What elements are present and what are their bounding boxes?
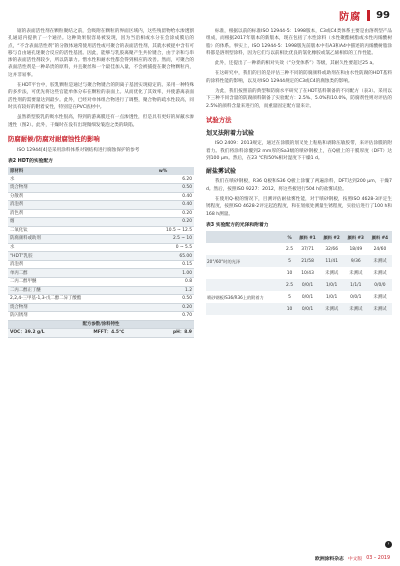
table-row (206, 255, 392, 267)
amount-cell: 0.20 (132, 218, 194, 227)
table-row (8, 303, 194, 312)
value-cell: 10/43 (301, 270, 314, 276)
body-paragraph: 为此，我们按照前的典型和防腐水平研究了在HDT基料制备的不同配方（表3）。采用以下三种不同含量的防腐颜料制备了实验配方：2.5%、5.0%和10.0%，防腐剂性则对评估的2.5%的颜料含量来进行的，而重量固定配方量来计。 (206, 89, 392, 109)
table-row (206, 267, 392, 279)
group-cell (206, 279, 284, 291)
table-row (8, 209, 194, 218)
group-cell (206, 303, 284, 315)
amount-cell: 0 ~ 5.5 (132, 243, 194, 252)
table-row (8, 269, 194, 278)
value-cell: 未测试 (368, 303, 392, 315)
gloss-adhesion-table (206, 231, 392, 315)
table-row (8, 295, 194, 304)
value-cell: 9/36 (344, 255, 368, 267)
value-cell: 37/71 (301, 246, 314, 252)
section-heading: 试验方法 (206, 115, 232, 124)
column-header: 原材料 (8, 167, 132, 175)
material-cell: 烧合物剂 (8, 184, 132, 193)
value-cell: 5 (288, 294, 291, 300)
amount-cell: 10.5 ~ 12.5 (132, 226, 194, 235)
body-paragraph: ISO 2409：2013规定，通过在涂膜的划叉处上粘贴和剥除压敏胶带，来评估涂膜的附着力。我们将涂料涂覆到2 mm厚的Sa3级的喷砂钢板上，在Q板上的干膜厚度（DFT）达到100 μm。然后，在23 ℃和50%相对湿度下干燥1 d。 (206, 141, 392, 161)
value-cell: 2.5 (284, 279, 296, 291)
voc-value: VOC：39.2 g/L (10, 330, 45, 336)
right-column (206, 28, 392, 315)
table-header-row (8, 167, 194, 175)
table-row (206, 243, 392, 255)
journal-edition: 中文版 (347, 557, 363, 562)
material-cell: 烧合物剂 (8, 303, 132, 312)
table-footer-cell (8, 329, 194, 338)
ph-value: pH：8.9 (173, 330, 192, 336)
value-cell: 32/66 (325, 246, 338, 252)
value-cell: 0/0/1 (350, 294, 362, 300)
group-cell (206, 267, 284, 279)
value-cell: 未测试 (344, 303, 368, 315)
value-cell: 0/0/1 (295, 279, 319, 291)
value-cell: 18/49 (349, 246, 363, 252)
table-row (206, 291, 392, 303)
material-cell: 消色剂 (8, 209, 132, 218)
table-caption: 表2 HDT的实验配方 (8, 159, 54, 165)
table-row (8, 184, 194, 193)
left-column (8, 28, 194, 338)
amount-cell: 0.50 (132, 184, 194, 193)
value-cell: 1/0/1 (320, 279, 344, 291)
table-header-row (206, 231, 392, 243)
material-cell: 消泡剂 (8, 201, 132, 210)
table-row (8, 201, 194, 210)
value-cell: 11/41 (320, 255, 344, 267)
material-cell: 二丙二醇甲醚 (8, 278, 132, 287)
material-cell: 二氧化钛 (8, 226, 132, 235)
material-cell: 2,2,4-三甲基-1,3-戊二醇二异丁酸酯 (8, 295, 132, 304)
value-cell: 0/0/1 (301, 294, 314, 300)
value-cell: 未测试 (373, 270, 387, 276)
subsection-heading: 划叉法附着力试验 (206, 129, 255, 137)
value-cell: 0/0/1 (295, 303, 319, 315)
value-cell: 未测试 (349, 270, 363, 276)
column-header: % (284, 231, 296, 243)
material-cell: “HDT”乳胶 (8, 252, 132, 261)
table-row (8, 260, 194, 269)
table-row (206, 303, 392, 315)
table-row (8, 235, 194, 244)
amount-cell: 65.00 (132, 252, 194, 261)
table-caption: 表3 实验配方的光泽和附着力 (206, 222, 269, 228)
table-row (8, 175, 194, 183)
page-footer (315, 555, 390, 562)
body-paragraph: ISO 12944[4]是采用涂料体系对钢结构进行腐蚀保护的参考 (17, 147, 140, 153)
column-header: 颜料 #1 (295, 231, 319, 243)
page-number: 99 (376, 10, 390, 21)
amount-cell: 0.15 (132, 260, 194, 269)
material-cell: 二丙二醇正丁醚 (8, 286, 132, 295)
value-cell: 1/1/1 (344, 279, 368, 291)
journal-issue: 03 – 2019 (366, 556, 390, 561)
column-header: 颜料 #2 (320, 231, 344, 243)
value-cell: 24/60 (373, 246, 387, 252)
section-title: 防腐 (339, 12, 362, 23)
section-heading: 防腐耐候/防腐对耐腐蚀性的影响 (8, 134, 100, 143)
amount-cell: 2.5 ~ 10 (132, 235, 194, 244)
table-subheader-row (8, 320, 194, 329)
group-cell: 喷砂钢板/S36/R36上的附着力 (207, 294, 264, 300)
amount-cell: 6.20 (132, 175, 194, 183)
column-header (206, 231, 284, 243)
amount-cell: 0.70 (132, 312, 194, 321)
table-row (8, 243, 194, 252)
page-header (339, 8, 390, 23)
body-paragraph: 锯的表面活性剂在颗粒聚结之前，会吸附在颗粒的界面区域内，这些残留物给水渗透割孔通道内提供了一个通径。这种效果很容易被发现，因为当沿相或水分在会涂成膜后的点，“不含表面活性剂”的分散体通常使用活性或可聚合的表面活性剂，其就水被捉中含有可移与自由通孔迷聚合反应的活性基团。因此，能够与乳胶离聚产生共价键合，由于亲和与串渗的表面活性剂较少，所以防暴力。憎水性和耐水性都会得到相应的改善。然而，可聚合的表面活性剂是一种昂贵的原料，并且聚丝和一个最佳加入量，不会被捕捉在聚合物颗粒内，这并非易事。 (8, 29, 194, 78)
body-paragraph: 我们在喷砂钢板，R36 Q板和S36 Q板上涂覆了两遍涂料，DFT达到200 μm，干燥7 d。然后，按照ISO 9227：2012，将这些板进行504 h的盐雾试验。 (206, 179, 392, 192)
material-cell: 消泡剂 (8, 260, 132, 269)
column-header: w% (132, 167, 194, 175)
material-cell: 单丙二醇 (8, 269, 132, 278)
body-paragraph: 在这研究中，我们的目的是评估三种不同的防腐颜料或助剂在和由水性防腐的HDT基料的涂料性能的影响，以及对ISO 12944规定的C3或C4的腐蚀类的影响。 (206, 71, 392, 84)
mfft-value: MFFT：4.5℃ (93, 330, 125, 336)
material-cell: 防闪锈剂 (8, 312, 132, 321)
value-cell: 未测试 (320, 303, 344, 315)
value-cell: 0/0/0 (368, 279, 392, 291)
table-row (8, 312, 194, 321)
amount-cell: 1.2 (132, 286, 194, 295)
table-footer-row (8, 329, 194, 338)
group-cell (206, 243, 284, 255)
body-paragraph: 在使用Q-板的情况下，目测评估耐盐雾性能，对于喷砂钢板，按照ISO 4628-3评定生锈程度，按照ISO 4628-2评定起泡程度，和在划痕处测量生锈程度，实验后进行了100 h和168 h测量。 (206, 197, 392, 217)
amount-cell: 0.20 (132, 209, 194, 218)
value-cell: 未测试 (368, 255, 392, 267)
value-cell: 2.5 (286, 246, 294, 252)
journal-name: 欧洲涂料杂志 (315, 557, 344, 562)
table-row (8, 286, 194, 295)
material-cell: 水 (8, 175, 132, 183)
value-cell: 未测试 (373, 294, 387, 300)
table-row (8, 226, 194, 235)
body-paragraph: 标准，根据以前的标准ISO 12944-5：1998版本，C3或C4类体系主要是由溶剂型产品组成，而根据2017年版本的新版本，现在包括了水性涂料（水性聚酯树脂或水性丙烯酸树脂）的体系。事实上，ISO 12944-5：1998版先前版本中有A3和A4中描述的丙烯酸树脂涂料都是溶剂型涂料，因为它们与以前相比优良的氯化橡胶或氯乙烯相似的工作性能。 (206, 29, 392, 56)
body-paragraph: 此外，还提出了一种新的相对失效（“分变体系”）等级，其耐久性要超过25 a。 (215, 61, 377, 67)
body-paragraph: 在HDT平台中，胶乳颗粒是通过与聚合物键合的阴离子基团实现稳定的。采用一种特殊的多步法，可优先将这些官能单体分布在颗粒的表面上。从而优化了其效率，并使游离表面活性剂的需要量达到最少。此外，已经对单体组合物进行了调整，聚合物的疏水性较高，同时具有较好的附着安性，特别是在PVC底材中。 (8, 83, 194, 110)
amount-cell: 0.8 (132, 278, 194, 287)
table-row (8, 278, 194, 287)
amount-cell: 0.50 (132, 295, 194, 304)
column-header: 颜料 #4 (368, 231, 392, 243)
header-divider (367, 10, 370, 21)
amount-cell: 0.20 (132, 303, 194, 312)
material-cell: 烟 (8, 218, 132, 227)
value-cell: 10 (286, 270, 293, 276)
amount-cell: 1.00 (132, 269, 194, 278)
subsection-heading: 耐盐雾试验 (206, 168, 237, 176)
value-cell: 1/0/1 (325, 294, 338, 300)
material-cell: 水 (8, 243, 132, 252)
body-paragraph: 虽然新型胶乳的吸水性很高，得到的游离膜还有一点渗透性，但是具有更好的屏蔽水渗透性（图2）。此外，干燥时在没有出现微细发皱泡之类的缺陷。 (8, 115, 194, 128)
table-row (8, 252, 194, 261)
amount-cell: 0.40 (132, 201, 194, 210)
amount-cell: 0.40 (132, 192, 194, 201)
group-cell: 20°/60°时的光泽 (206, 255, 284, 267)
value-cell: 10 (284, 303, 296, 315)
value-cell: 21/58 (295, 255, 319, 267)
material-cell: 防腐颜料或助剂 (8, 235, 132, 244)
table-row (8, 218, 194, 227)
material-cell: 分散剂 (8, 192, 132, 201)
table-row (206, 279, 392, 291)
column-header: 颜料 #3 (344, 231, 368, 243)
table-subheader: 配方参数/涂料特性 (8, 320, 194, 329)
value-cell: 5 (284, 255, 296, 267)
next-page-icon: › (385, 541, 392, 548)
formulation-table (8, 167, 194, 337)
value-cell: 未测试 (325, 270, 339, 276)
table-row (8, 192, 194, 201)
